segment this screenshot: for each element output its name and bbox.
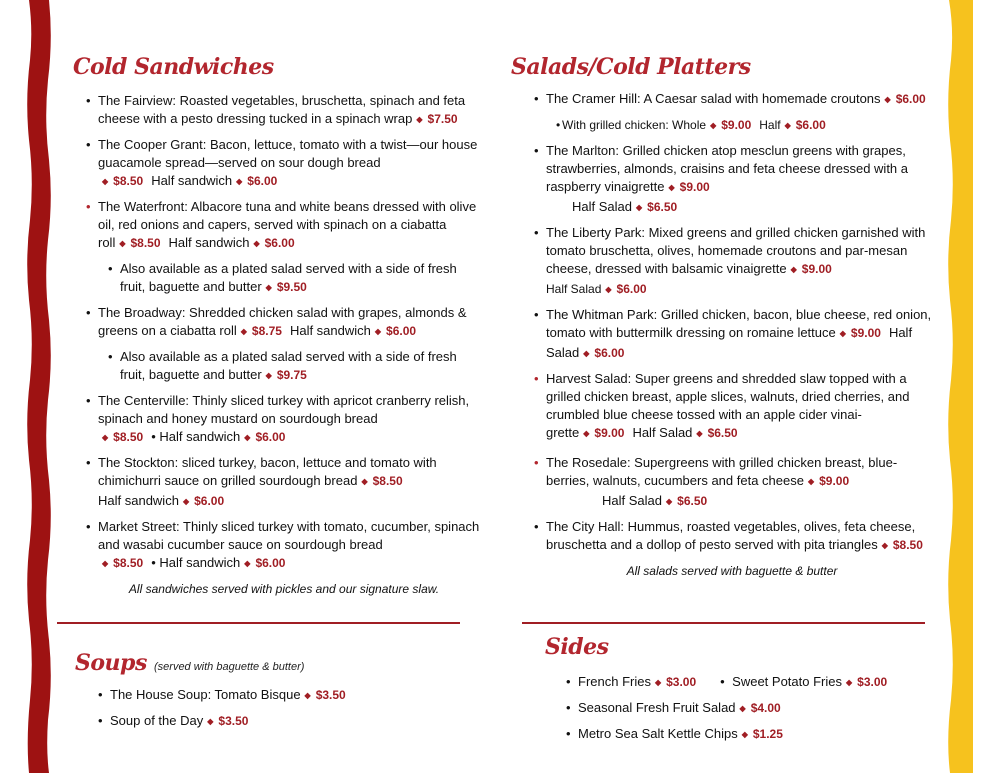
- list-item: • The Waterfront: Albacore tuna and white beans dressed with olive oil, red onions and capers, served with spinach on a ciabatta roll◆ $8.50 Half sandwich◆ $6.00: [84, 198, 484, 254]
- price: ◆ $4.00: [736, 701, 781, 715]
- list-item: • The City Hall: Hummus, roasted vegetables, olives, feta cheese, bruschetta and a dollop of pesto served with pita triangles◆ $8.50: [532, 518, 932, 556]
- half-label: Half sandwich: [289, 323, 371, 338]
- list-item: • The Stockton: sliced turkey, bacon, lettuce and tomato with chimichurri sauce on grilled sourdough bread◆ $8.50 Half sandwich◆ $6.00: [84, 454, 484, 512]
- half-label: Half sandwich: [151, 173, 233, 188]
- list-item: • The Whitman Park: Grilled chicken, bacon, blue cheese, red onion, tomato with buttermilk dressing on romaine lettuce◆ $9.00 Half Salad◆ $6.00: [532, 306, 932, 364]
- price: ◆ $8.50: [98, 174, 143, 188]
- price: ◆ $7.50: [412, 112, 457, 126]
- list-item: • Metro Sea Salt Kettle Chips◆ $1.25: [564, 725, 934, 745]
- cold-sandwiches-list: [84, 92, 484, 598]
- price: ◆ $3.50: [203, 714, 248, 728]
- half-price: ◆ $6.00: [179, 494, 224, 508]
- list-item: • French Fries◆ $3.00: [564, 673, 696, 693]
- price: ◆ $9.75: [262, 368, 307, 382]
- list-sub-item: • Also available as a plated salad served with a side of fresh fruit, baguette and butter◆ $9.50: [84, 260, 484, 298]
- half-price: ◆ $6.00: [781, 118, 826, 132]
- half-label: Half Salad: [602, 493, 662, 508]
- half-price: ◆ $6.00: [249, 236, 294, 250]
- half-label: Half Salad: [546, 325, 913, 360]
- list-item: • Market Street: Thinly sliced turkey with tomato, cucumber, spinach and wasabi cucumber sauce on sourdough bread ◆ $8.50 • Half sandwich◆ $6.00: [84, 518, 484, 574]
- half-price: ◆ $6.00: [240, 430, 285, 444]
- price: ◆ $3.00: [842, 675, 887, 689]
- half-label: Half Salad: [572, 199, 632, 214]
- half-price: ◆ $6.00: [240, 556, 285, 570]
- price: ◆ $9.00: [665, 180, 710, 194]
- divider: [522, 622, 925, 624]
- list-item: • Seasonal Fresh Fruit Salad◆ $4.00: [564, 699, 934, 719]
- half-price: ◆ $6.00: [601, 282, 646, 296]
- cold-sandwiches-note: All sandwiches served with pickles and our signature slaw.: [128, 582, 440, 596]
- list-item: • Soup of the Day◆ $3.50: [96, 712, 456, 732]
- price: ◆ $8.50: [115, 236, 160, 250]
- sides-title: Sides: [545, 634, 609, 660]
- sides-row: [564, 673, 934, 699]
- half-label: Half sandwich: [168, 235, 250, 250]
- price: ◆ $1.25: [738, 727, 783, 741]
- half-label: Half Salad: [632, 425, 693, 440]
- soups-list: [96, 686, 456, 738]
- half-label: Half sandwich: [98, 493, 179, 508]
- list-item: • The Marlton: Grilled chicken atop mesclun greens with grapes, strawberries, almonds, craisins and feta cheese dressed with a raspberry vinaigrette◆ $9.00 Half Salad◆ $6.50: [532, 142, 932, 218]
- half-price: ◆ $6.00: [232, 174, 277, 188]
- price: ◆ $3.00: [651, 675, 696, 689]
- list-item: • The Centerville: Thinly sliced turkey with apricot cranberry relish, spinach and honey mustard on sourdough bread ◆ $8.50 • Half sandwich◆ $6.00: [84, 392, 484, 448]
- divider: [57, 622, 460, 624]
- price: ◆ $8.50: [878, 538, 923, 552]
- half-label: • Half sandwich: [151, 429, 241, 444]
- list-item: • Harvest Salad: Super greens and shredded slaw topped with a grilled chicken breast, apple slices, walnuts, dried cherries, and crumbled blue cheese tossed with an apple cider vinai-grette◆ $9.00 Half Salad◆ $6.50: [532, 370, 932, 444]
- list-item: • The Rosedale: Supergreens with grilled chicken breast, blue-berries, walnuts, cucumbers and feta cheese◆ $9.00 Half Salad◆ $6.50: [532, 454, 932, 512]
- list-item: • The Fairview: Roasted vegetables, bruschetta, spinach and feta cheese with a pesto dressing tucked in a spinach wrap◆ $7.50: [84, 92, 484, 130]
- half-price: ◆ $6.00: [371, 324, 416, 338]
- price: ◆ $9.00: [579, 426, 624, 440]
- list-item: • The Cramer Hill: A Caesar salad with homemade croutons◆ $6.00: [532, 90, 932, 110]
- right-decorative-band: [947, 0, 971, 773]
- half-price: ◆ $6.50: [632, 200, 677, 214]
- cold-sandwiches-title: Cold Sandwiches: [73, 54, 274, 80]
- half-price: ◆ $6.00: [579, 346, 624, 360]
- list-item: • Sweet Potato Fries◆ $3.00: [718, 673, 887, 693]
- list-sub-item: • With grilled chicken: Whole◆ $9.00 Half◆ $6.00: [532, 116, 932, 136]
- price: ◆ $9.00: [706, 118, 751, 132]
- price: ◆ $6.00: [881, 92, 926, 106]
- list-item: • The Cooper Grant: Bacon, lettuce, tomato with a twist—our house guacamole spread—served on sour dough bread ◆ $8.50 Half sandwich◆ $6.00: [84, 136, 484, 192]
- price: ◆ $3.50: [301, 688, 346, 702]
- list-item: • The Liberty Park: Mixed greens and grilled chicken garnished with tomato bruschetta, olives, homemade croutons and par-mesan cheese, dressed with balsamic vinaigrette◆ $9.00 Half Salad◆ $6.00: [532, 224, 932, 300]
- price: ◆ $9.50: [262, 280, 307, 294]
- list-sub-item: • Also available as a plated salad served with a side of fresh fruit, baguette and butter◆ $9.75: [84, 348, 484, 386]
- salads-title: Salads/Cold Platters: [511, 54, 751, 80]
- price: ◆ $9.00: [836, 326, 881, 340]
- price: ◆ $9.00: [804, 474, 849, 488]
- price: ◆ $9.00: [787, 262, 832, 276]
- price: ◆ $8.50: [98, 430, 143, 444]
- price: ◆ $8.50: [357, 474, 402, 488]
- half-label: Half Salad: [546, 282, 602, 296]
- half-price: ◆ $6.50: [662, 494, 707, 508]
- price: ◆ $8.75: [237, 324, 282, 338]
- salads-list: [532, 90, 932, 580]
- left-decorative-band: [27, 0, 51, 773]
- list-item: • The Broadway: Shredded chicken salad with grapes, almonds & greens on a ciabatta roll◆ $8.75 Half sandwich◆ $6.00: [84, 304, 484, 342]
- salads-note: All salads served with baguette & butter: [626, 564, 838, 578]
- list-item: • The House Soup: Tomato Bisque◆ $3.50: [96, 686, 456, 706]
- sides-list: [564, 673, 934, 751]
- price: ◆ $8.50: [98, 556, 143, 570]
- half-label: • Half sandwich: [151, 555, 241, 570]
- half-label: Half: [759, 118, 781, 132]
- soups-subtitle: (served with baguette & butter): [154, 661, 305, 673]
- half-price: ◆ $6.50: [692, 426, 737, 440]
- soups-title: Soups (served with baguette & butter): [75, 650, 305, 676]
